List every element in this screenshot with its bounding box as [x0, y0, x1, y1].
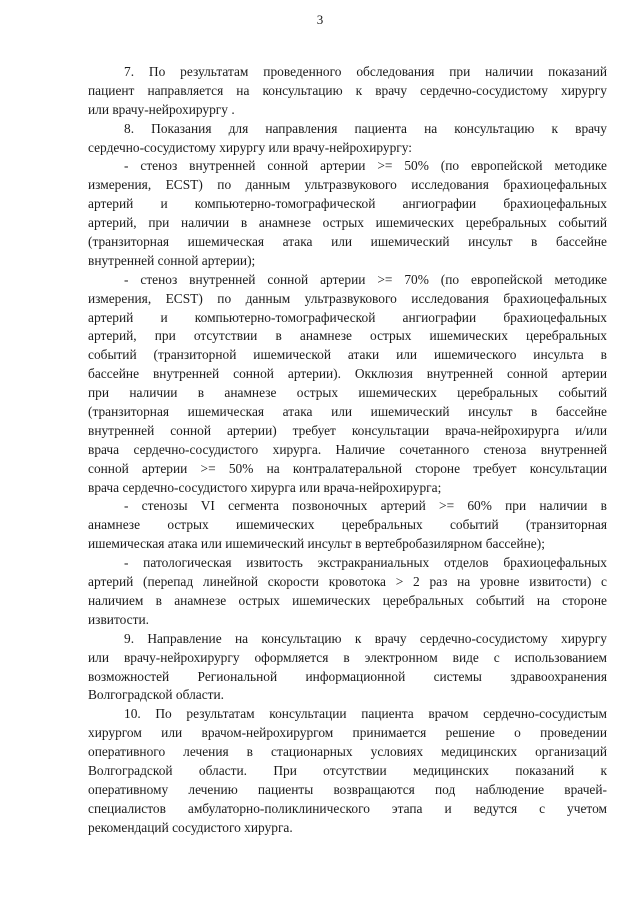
document-body [88, 63, 607, 838]
paragraph-p8 [88, 120, 607, 158]
text-line: (транзиторная ишемическая атака или ишемический инсульт в бассейне [88, 404, 607, 420]
text-line: ишемическая атака или ишемический инсульт в вертебробазилярном бассейне); [88, 536, 545, 552]
text-line: или врачу-нейрохирургу . [88, 101, 235, 117]
text-line: хирургом или врачом-нейрохирургом принимается решение о проведении [88, 725, 607, 741]
text-line: событий (транзиторной ишемической атаки или ишемического инсульта в [88, 347, 607, 363]
page-number: 3 [316, 12, 324, 27]
text-line: внутренней сонной артерии); [88, 252, 256, 268]
text-line: артерий и компьютерно-томографической ангиографии брахиоцефальных [88, 309, 607, 325]
text-line: внутренней сонной артерии) требует консультации врача-нейрохирурга и/или [88, 422, 607, 438]
text-line: врача сердечно-сосудистого хирурга. Наличие сочетанного стеноза внутренней [88, 441, 607, 457]
text-line: наличием в анамнезе острых ишемических церебральных событий на стороне [88, 592, 607, 608]
paragraph-p8a [88, 157, 607, 270]
text-line: сердечно-сосудистому хирургу или врачу-нейрохирургу: [88, 139, 413, 155]
text-line: бассейне внутренней сонной артерии). Окклюзия внутренней сонной артерии [88, 366, 607, 382]
text-line: артерий, при отсутствии в анамнезе острых ишемических церебральных [88, 328, 607, 344]
paragraph-p8b [88, 271, 607, 498]
text-line: Волгоградской области. При отсутствии медицинских показаний к [88, 762, 607, 778]
text-line: 7. По результатам проведенного обследования при наличии показаний [124, 64, 607, 79]
text-line: - стеноз внутренней сонной артерии >= 70% (по европейской методике [124, 271, 607, 287]
text-line: артерий и компьютерно-томографической ангиографии брахиоцефальных [88, 196, 607, 212]
text-line: 8. Показания для направления пациента на консультацию к врачу [124, 120, 607, 136]
paragraph-p7 [88, 63, 607, 120]
text-line: - стенозы VI сегмента позвоночных артерий >= 60% при наличии в [124, 498, 607, 514]
text-line: анамнезе острых ишемических церебральных событий (транзиторная [88, 517, 607, 533]
text-line: измерения, ECST) по данным ультразвукового исследования брахиоцефальных [88, 290, 607, 306]
text-line: рекомендаций сосудистого хирурга. [88, 819, 293, 835]
text-line: 10. По результатам консультации пациента врачом сердечно-сосудистым [124, 706, 607, 722]
paragraph-p9 [88, 630, 607, 706]
text-line: извитости. [88, 611, 149, 627]
text-line: пациент направляется на консультацию к врачу сердечно-сосудистому хирургу [88, 82, 607, 98]
paragraph-p10 [88, 705, 607, 837]
text-line: сонной артерии >= 50% на контралатеральной стороне требует консультации [88, 460, 607, 476]
text-line: (транзиторная ишемическая атака или ишемический инсульт в бассейне [88, 234, 607, 250]
paragraph-p8c [88, 497, 607, 554]
text-line: или врачу-нейрохирургу оформляется в электронном виде с использованием [88, 649, 607, 665]
text-line: 9. Направление на консультацию к врачу сердечно-сосудистому хирургу [124, 630, 607, 646]
text-line: специалистов амбулаторно-поликлинического этапа и ведутся с учетом [88, 800, 607, 816]
text-line: возможностей Региональной информационной системы здравоохранения [88, 668, 607, 684]
text-line: врача сердечно-сосудистого хирурга или врача-нейрохирурга; [88, 479, 442, 495]
text-line: Волгоградской области. [88, 687, 225, 703]
text-line: оперативному лечению пациенты возвращаются под наблюдение врачей- [88, 781, 607, 797]
text-line: - стеноз внутренней сонной артерии >= 50% (по европейской методике [124, 158, 607, 174]
text-line: при наличии в анамнезе острых ишемических церебральных событий [88, 385, 607, 401]
text-line: оперативного лечения в стационарных условиях медицинских организаций [88, 744, 607, 760]
text-line: - патологическая извитость экстракраниальных отделов брахиоцефальных [124, 555, 607, 571]
paragraph-p8d [88, 554, 607, 630]
text-line: артерий, при наличии в анамнезе острых ишемических церебральных событий [88, 215, 607, 231]
text-line: артерий (перепад линейной скорости кровотока > 2 раз на уровне извитости) с [88, 574, 607, 590]
text-line: измерения, ECST) по данным ультразвукового исследования брахиоцефальных [88, 177, 607, 193]
